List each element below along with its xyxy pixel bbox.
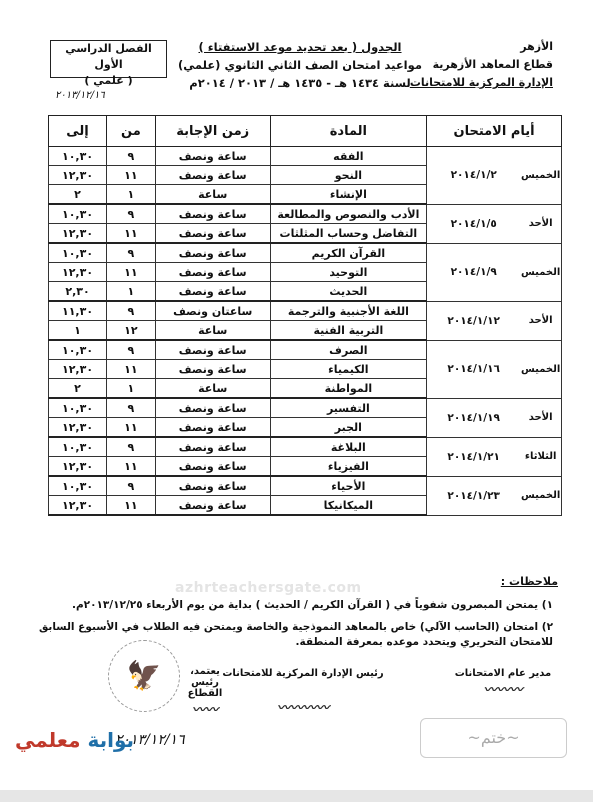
to-cell: ٢	[49, 379, 107, 399]
subject-cell: الصرف	[270, 340, 426, 360]
col-header-duration: زمن الإجابة	[155, 116, 270, 147]
footer-bar	[0, 790, 593, 802]
semester-branch: ( علمي )	[84, 74, 133, 87]
subject-cell: التربية الفنية	[270, 321, 426, 341]
from-cell: ٩	[107, 243, 156, 263]
exam-day: الخميس	[520, 340, 561, 398]
logo-part-2: معلمي	[15, 728, 81, 752]
duration-cell: ساعة ونصف	[155, 437, 270, 457]
subject-cell: الميكانيكا	[270, 496, 426, 516]
signature-sector-head-title: رئيس القطاع	[187, 677, 223, 699]
col-header-from: من	[107, 116, 156, 147]
duration-cell: ساعة ونصف	[155, 457, 270, 477]
to-cell: ١٠,٣٠	[49, 147, 107, 166]
from-cell: ١١	[107, 263, 156, 282]
subject-cell: الفيزياء	[270, 457, 426, 477]
azhar-stamp-icon: ~ختم~	[420, 718, 567, 758]
note-item-2: ٢) امتحان (الحاسب الآلي) خاص بالمعاهد النموذجية والخاصة ويمتحن فيه الطلاب في الأسبوع السابق للامتحان التحريري ويتحدد موعده بمعرفة المنطقة.	[38, 621, 553, 648]
col-header-days: أيام الامتحان	[427, 116, 562, 147]
to-cell: ١٢,٣٠	[49, 418, 107, 438]
to-cell: ١٠,٣٠	[49, 243, 107, 263]
duration-cell: ساعة ونصف	[155, 263, 270, 282]
from-cell: ٩	[107, 147, 156, 166]
to-cell: ١٠,٣٠	[49, 398, 107, 418]
table-row	[49, 476, 562, 496]
title-line-1: الجدول ( بعد تحديد موعد الاستفتاء )	[198, 40, 402, 54]
from-cell: ١	[107, 185, 156, 205]
signature-sector-head-scribble: 〰〰	[191, 703, 218, 718]
signature-director-title: مدير عام الامتحانات	[454, 668, 552, 679]
from-cell: ٩	[107, 301, 156, 321]
from-cell: ١	[107, 379, 156, 399]
subject-cell: الأدب والنصوص والمطالعة	[270, 204, 426, 224]
duration-cell: ساعة ونصف	[155, 204, 270, 224]
col-header-to: إلى	[49, 116, 107, 147]
exam-date: ٢٠١٤/١/١٢	[427, 301, 521, 340]
eagle-seal-icon: 🦅	[108, 640, 180, 712]
watermark: azhrteachersgate.com	[175, 580, 362, 596]
to-cell: ١١,٣٠	[49, 301, 107, 321]
semester-box	[50, 40, 167, 87]
signature-sector-head	[175, 666, 235, 718]
from-cell: ٩	[107, 204, 156, 224]
subject-cell: التوحيد	[270, 263, 426, 282]
exam-day: الأحد	[520, 301, 561, 340]
subject-cell: الحديث	[270, 282, 426, 302]
bottom-handwritten-date: ٢٠١٣/١٢/١٦	[115, 732, 185, 748]
duration-cell: ساعة ونصف	[155, 224, 270, 244]
signature-central-head-scribble: 〰〰〰〰	[276, 701, 329, 716]
exam-day: الأحد	[520, 204, 561, 243]
table-row	[49, 204, 562, 224]
exam-date: ٢٠١٤/١/٥	[427, 204, 521, 243]
from-cell: ١١	[107, 418, 156, 438]
duration-cell: ساعة	[155, 321, 270, 341]
table-row	[49, 437, 562, 457]
to-cell: ١٢,٣٠	[49, 360, 107, 379]
to-cell: ١٠,٣٠	[49, 476, 107, 496]
to-cell: ١	[49, 321, 107, 341]
to-cell: ١٠,٣٠	[49, 437, 107, 457]
from-cell: ١١	[107, 166, 156, 185]
signature-director-scribble: 〰〰〰	[483, 683, 523, 698]
table-header-row	[49, 116, 562, 147]
from-cell: ١١	[107, 224, 156, 244]
exam-date: ٢٠١٤/١/١٦	[427, 340, 521, 398]
org-line-3: الإدارة المركزية للامتحانات	[409, 76, 553, 89]
from-cell: ٩	[107, 437, 156, 457]
table-row	[49, 301, 562, 321]
exam-day: الخميس	[520, 476, 561, 515]
title-line-2: مواعيد امتحان الصف الثاني الثانوي (علمي)	[178, 58, 422, 72]
signature-central-head	[213, 668, 393, 716]
from-cell: ١٢	[107, 321, 156, 341]
to-cell: ١٢,٣٠	[49, 496, 107, 516]
subject-cell: التفسير	[270, 398, 426, 418]
subject-cell: اللغة الأجنبية والترجمة	[270, 301, 426, 321]
duration-cell: ساعة ونصف	[155, 147, 270, 166]
to-cell: ٢,٣٠	[49, 282, 107, 302]
to-cell: ١٠,٣٠	[49, 340, 107, 360]
duration-cell: ساعة ونصف	[155, 340, 270, 360]
to-cell: ١٢,٣٠	[49, 224, 107, 244]
exam-day: الخميس	[520, 147, 561, 205]
signature-director	[448, 668, 558, 698]
semester-label: الفصل الدراسي الأول	[65, 42, 152, 71]
exam-date: ٢٠١٤/١/٢١	[427, 437, 521, 476]
title-line-3: لسنة ١٤٣٤ هـ - ١٤٣٥ هـ / ٢٠١٣ / ٢٠١٤م	[189, 76, 411, 90]
org-line-1: الأزهر	[520, 40, 553, 53]
duration-cell: ساعة	[155, 185, 270, 205]
from-cell: ٩	[107, 398, 156, 418]
exam-date: ٢٠١٤/١/١٩	[427, 398, 521, 437]
from-cell: ١١	[107, 457, 156, 477]
duration-cell: ساعة ونصف	[155, 360, 270, 379]
duration-cell: ساعة ونصف	[155, 166, 270, 185]
site-logo	[15, 728, 134, 752]
exam-date: ٢٠١٤/١/٢٣	[427, 476, 521, 515]
from-cell: ٩	[107, 340, 156, 360]
subject-cell: الأحياء	[270, 476, 426, 496]
duration-cell: ساعة ونصف	[155, 243, 270, 263]
notes-title: ملاحظات :	[500, 575, 558, 588]
logo-part-1: بوابة	[87, 728, 134, 752]
exam-day: الثلاثاء	[520, 437, 561, 476]
duration-cell: ساعة ونصف	[155, 476, 270, 496]
exam-day: الأحد	[520, 398, 561, 437]
exam-day: الخميس	[520, 243, 561, 301]
subject-cell: النحو	[270, 166, 426, 185]
duration-cell: ساعة ونصف	[155, 398, 270, 418]
table-body	[49, 147, 562, 516]
from-cell: ١١	[107, 360, 156, 379]
handwritten-date: ٢٠١٣/١٢/١٦	[55, 90, 105, 101]
exam-schedule-table	[48, 115, 562, 516]
subject-cell: الإنشاء	[270, 185, 426, 205]
subject-cell: الجبر	[270, 418, 426, 438]
subject-cell: التفاضل وحساب المثلثات	[270, 224, 426, 244]
from-cell: ١١	[107, 496, 156, 516]
to-cell: ١٠,٣٠	[49, 204, 107, 224]
duration-cell: ساعة ونصف	[155, 282, 270, 302]
to-cell: ٢	[49, 185, 107, 205]
subject-cell: المواطنة	[270, 379, 426, 399]
subject-cell: القرآن الكريم	[270, 243, 426, 263]
exam-date: ٢٠١٤/١/٢	[427, 147, 521, 205]
table-row	[49, 147, 562, 166]
table-row	[49, 243, 562, 263]
to-cell: ١٢,٣٠	[49, 457, 107, 477]
exam-date: ٢٠١٤/١/٩	[427, 243, 521, 301]
subject-cell: البلاغة	[270, 437, 426, 457]
subject-cell: الكيمياء	[270, 360, 426, 379]
subject-cell: الفقه	[270, 147, 426, 166]
col-header-subject: المادة	[270, 116, 426, 147]
table-row	[49, 340, 562, 360]
signature-central-head-title: رئيس الإدارة المركزية للامتحانات	[222, 668, 384, 679]
duration-cell: ساعتان ونصف	[155, 301, 270, 321]
table-row	[49, 398, 562, 418]
note-item-1: ١) يمتحن المبصرون شفوياً في ( القرآن الكريم / الحديث ) بداية من يوم الأربعاء ٢٠١٣/١٢/٢٥م.	[71, 599, 553, 611]
duration-cell: ساعة	[155, 379, 270, 399]
duration-cell: ساعة ونصف	[155, 418, 270, 438]
from-cell: ٩	[107, 476, 156, 496]
approve-label: يعتمد،	[190, 666, 220, 677]
to-cell: ١٢,٣٠	[49, 263, 107, 282]
to-cell: ١٢,٣٠	[49, 166, 107, 185]
from-cell: ١	[107, 282, 156, 302]
org-line-2: قطاع المعاهد الأزهرية	[432, 58, 553, 71]
schedule-title	[165, 38, 435, 92]
duration-cell: ساعة ونصف	[155, 496, 270, 516]
